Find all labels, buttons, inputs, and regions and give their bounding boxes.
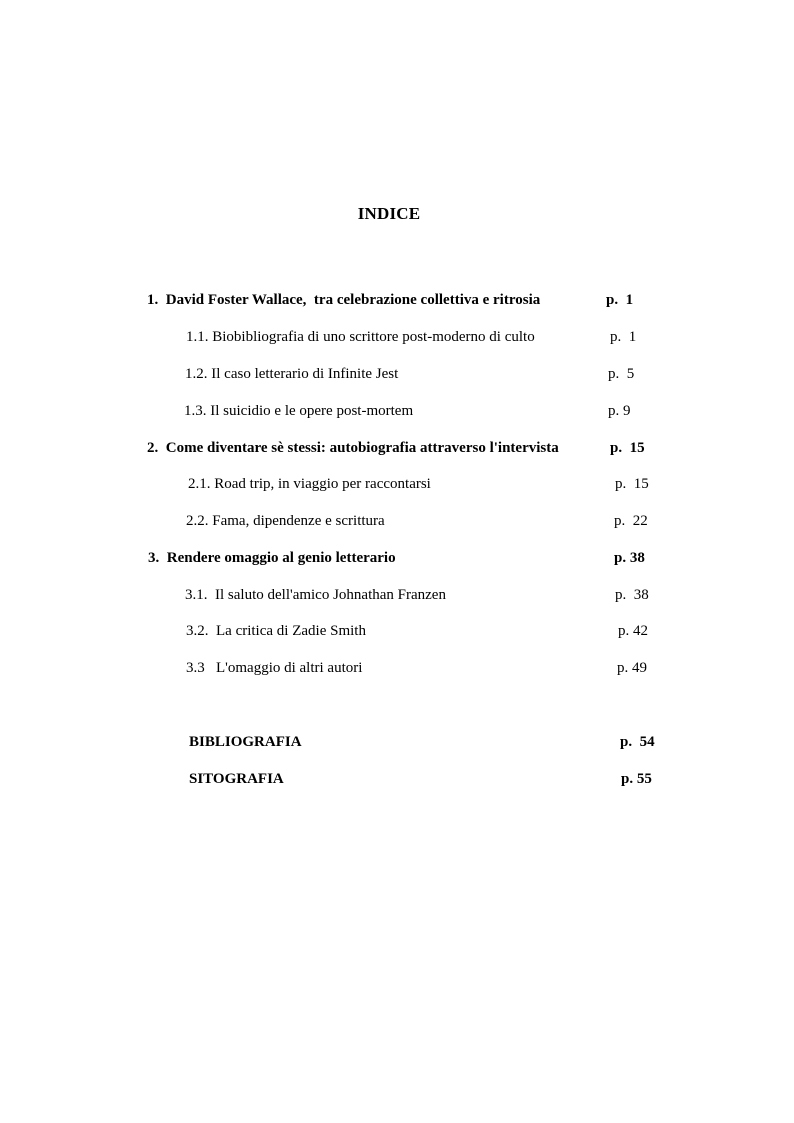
toc-entry-label: 3.1. Il saluto dell'amico Johnathan Franzen <box>185 587 446 603</box>
toc-entry-label: BIBLIOGRAFIA <box>189 734 302 750</box>
toc-entry-page: p. 38 <box>615 587 649 603</box>
toc-entry-label: SITOGRAFIA <box>189 771 284 787</box>
toc-entry-page: p. 1 <box>610 329 637 345</box>
toc-entry-page: p. 15 <box>610 440 645 456</box>
toc-entry-label: 1. David Foster Wallace, tra celebrazione collettiva e ritrosia <box>147 292 541 308</box>
toc-entry-page: p. 9 <box>608 403 631 419</box>
toc-entry-page: p. 22 <box>614 513 648 529</box>
toc-entry-label: 2.2. Fama, dipendenze e scrittura <box>186 513 385 529</box>
toc-entry-label: 3.3 L'omaggio di altri autori <box>186 660 363 676</box>
toc-entry-label: 3.2. La critica di Zadie Smith <box>186 623 366 639</box>
toc-entry-label: 2.1. Road trip, in viaggio per raccontarsi <box>188 476 431 492</box>
toc-entry-page: p. 15 <box>615 476 649 492</box>
toc-entry-page: p. 49 <box>617 660 647 676</box>
toc-entry-label: 1.2. Il caso letterario di Infinite Jest <box>185 366 399 382</box>
toc-entry-page: p. 54 <box>620 734 655 750</box>
toc-entry-page: p. 42 <box>618 623 648 639</box>
toc-entry-label: 1.1. Biobibliografia di uno scrittore post-moderno di culto <box>186 329 535 345</box>
toc-entry-label: 2. Come diventare sè stessi: autobiografia attraverso l'intervista <box>147 440 559 456</box>
page-title: INDICE <box>357 204 421 223</box>
toc-entry-label: 3. Rendere omaggio al genio letterario <box>148 550 396 566</box>
toc-entry-page: p. 5 <box>608 366 635 382</box>
toc-entry-page: p. 1 <box>606 292 634 308</box>
toc-entry-page: p. 38 <box>614 550 645 566</box>
toc-entry-label: 1.3. Il suicidio e le opere post-mortem <box>184 403 414 419</box>
toc-entry-page: p. 55 <box>621 771 652 787</box>
